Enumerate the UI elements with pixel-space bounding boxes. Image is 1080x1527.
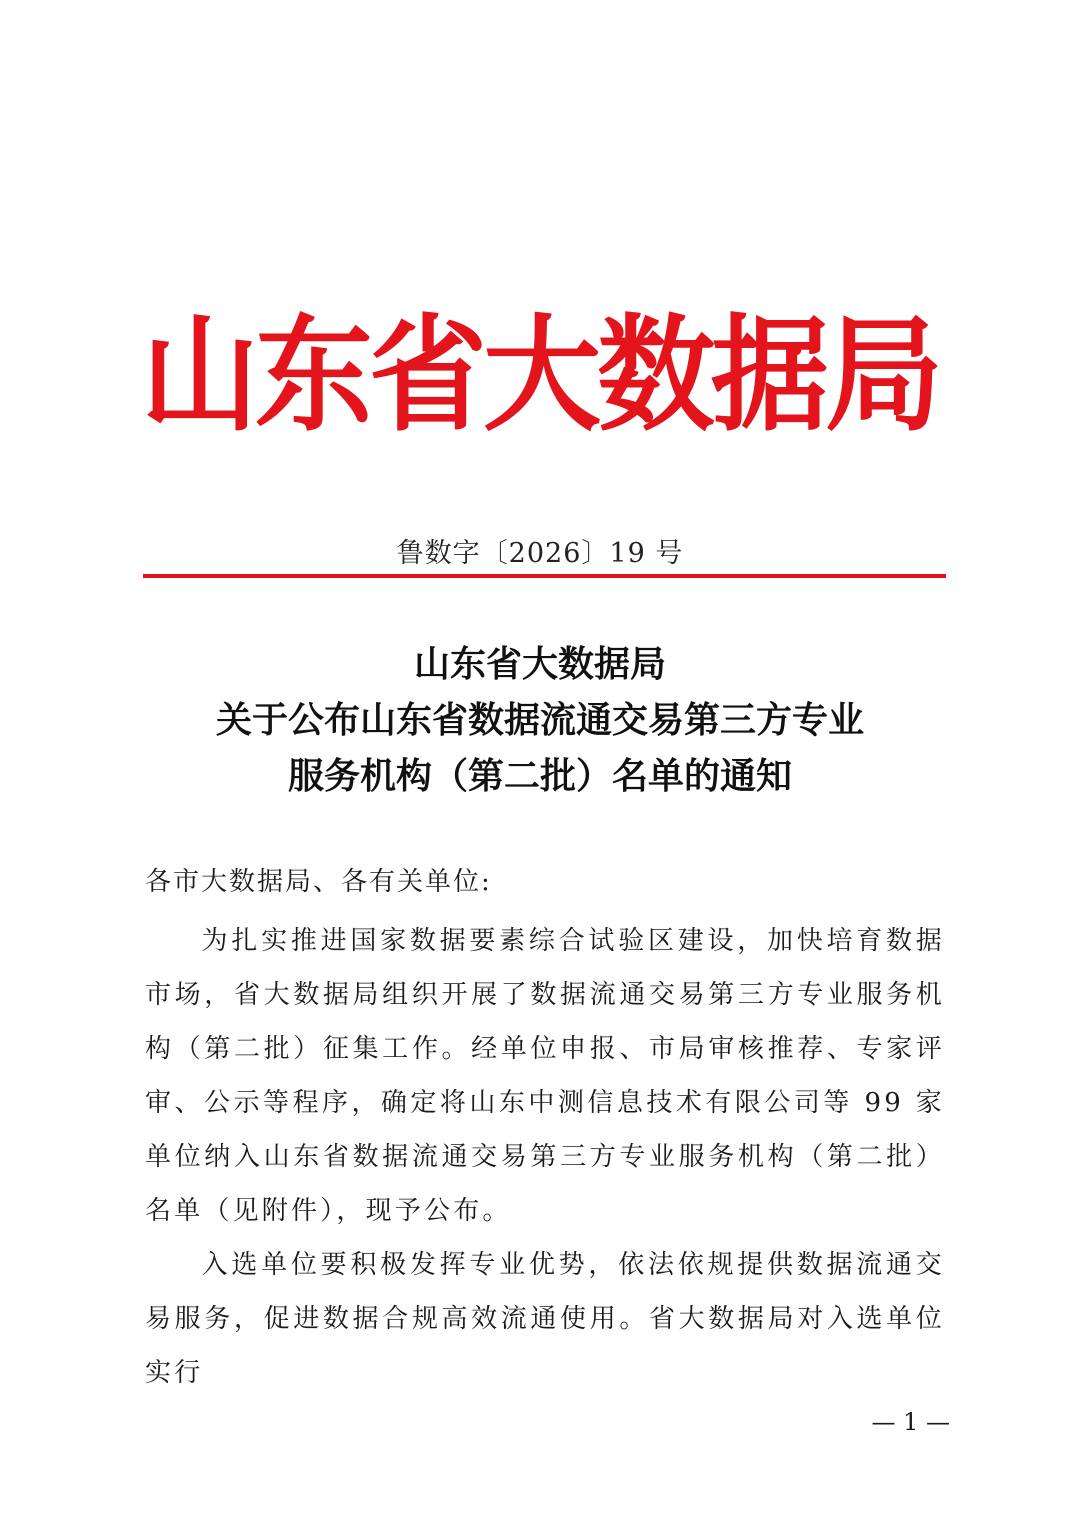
document-title — [0, 636, 1080, 804]
addressee: 各市大数据局、各有关单位: — [145, 867, 492, 897]
title-line-2: 关于公布山东省数据流通交易第三方专业 — [215, 699, 864, 741]
paragraph-text: 入选单位要积极发挥专业优势，依法依规提供数据流通交易服务，促进数据合规高效流通使用。省大数据局对入选单位实行 — [145, 1250, 945, 1388]
title-line-3: 服务机构（第二批）名单的通知 — [287, 755, 792, 797]
title-line-1: 山东省大数据局 — [413, 643, 666, 685]
red-divider-line — [143, 574, 946, 578]
body-paragraph — [145, 914, 945, 1238]
paragraph-text: 为扎实推进国家数据要素综合试验区建设，加快培育数据市场，省大数据局组织开展了数据流通交易第三方专业服务机构（第二批）征集工作。经单位申报、市局审核推荐、专家评审、公示等程序，确定将山东中测信息技术有限公司等 99 家单位纳入山东省数据流通交易第三方专业服务机构（第二批）名单（见附件），现予公布。 — [145, 926, 945, 1226]
issuer-header: 山东省大数据局 — [140, 300, 939, 449]
body-paragraph — [145, 1238, 945, 1400]
document-number: 鲁数字〔2026〕19 号 — [396, 538, 684, 569]
page-number: — 1 — — [871, 1408, 950, 1436]
